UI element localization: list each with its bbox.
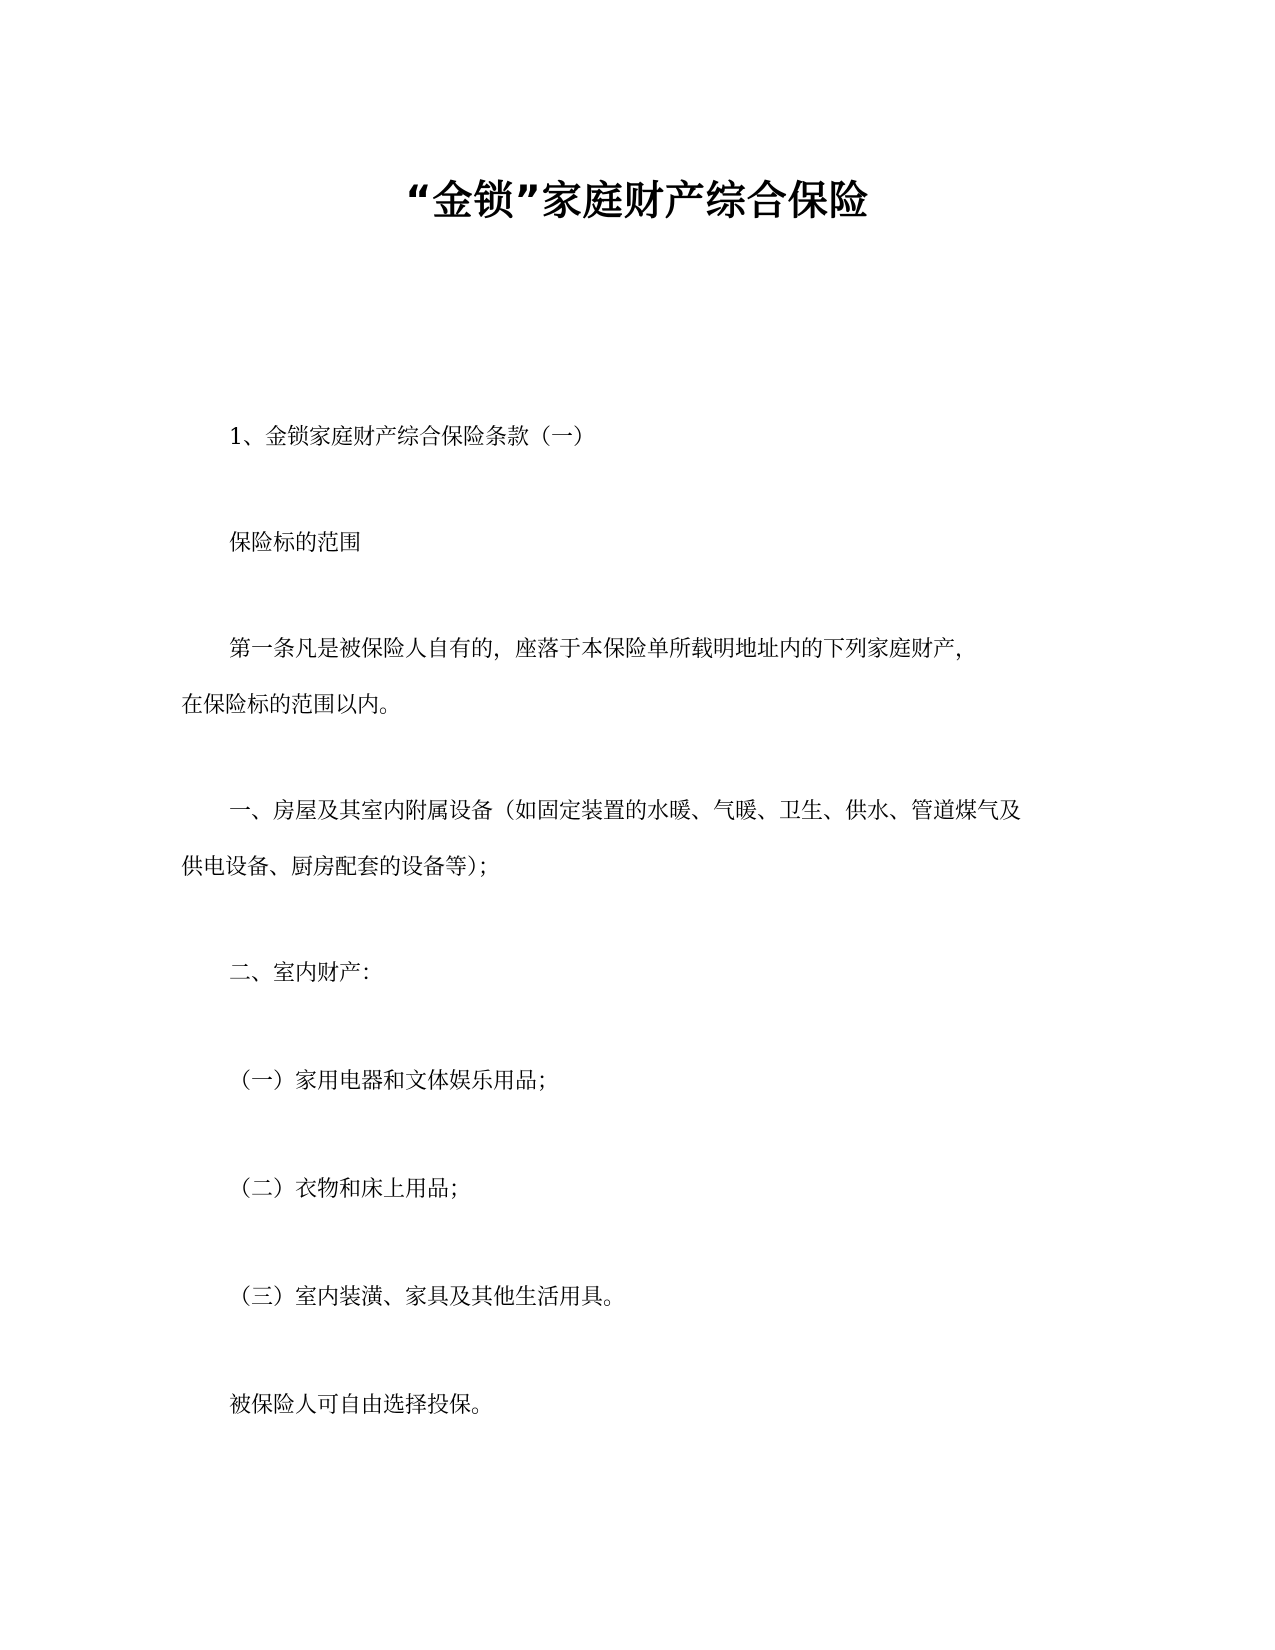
free-choice-paragraph xyxy=(181,1378,1081,1434)
article-1-paragraph xyxy=(181,622,1081,734)
article-1-line-1: 第一条凡是被保险人自有的，座落于本保险单所载明地址内的下列家庭财产， xyxy=(229,637,978,662)
section-title-text: 保险标的范围 xyxy=(229,531,362,556)
item-1-line-2: 供电设备、厨房配套的设备等）； xyxy=(181,855,501,880)
clause-heading-text: 1、金锁家庭财产综合保险条款（一） xyxy=(229,425,595,450)
item-2-paragraph xyxy=(181,946,1081,1002)
item-2-text: 二、室内财产： xyxy=(229,961,384,986)
sub-item-1-text: （一）家用电器和文体娱乐用品； xyxy=(229,1069,560,1094)
item-1-paragraph xyxy=(181,784,1081,896)
clause-heading xyxy=(181,410,1081,466)
sub-item-3 xyxy=(181,1270,1081,1326)
page-title: “金锁”家庭财产综合保险 xyxy=(405,177,870,224)
free-choice-text: 被保险人可自由选择投保。 xyxy=(229,1393,494,1418)
section-title-scope xyxy=(181,516,1081,572)
item-1-line-1: 一、房屋及其室内附属设备（如固定装置的水暖、气暖、卫生、供水、管道煤气及 xyxy=(229,799,1022,824)
article-1-line-2: 在保险标的范围以内。 xyxy=(181,693,402,718)
sub-item-1 xyxy=(181,1054,1081,1110)
sub-item-3-text: （三）室内装潢、家具及其他生活用具。 xyxy=(229,1285,626,1310)
sub-item-2 xyxy=(181,1162,1081,1218)
sub-item-2-text: （二）衣物和床上用品； xyxy=(229,1177,472,1202)
